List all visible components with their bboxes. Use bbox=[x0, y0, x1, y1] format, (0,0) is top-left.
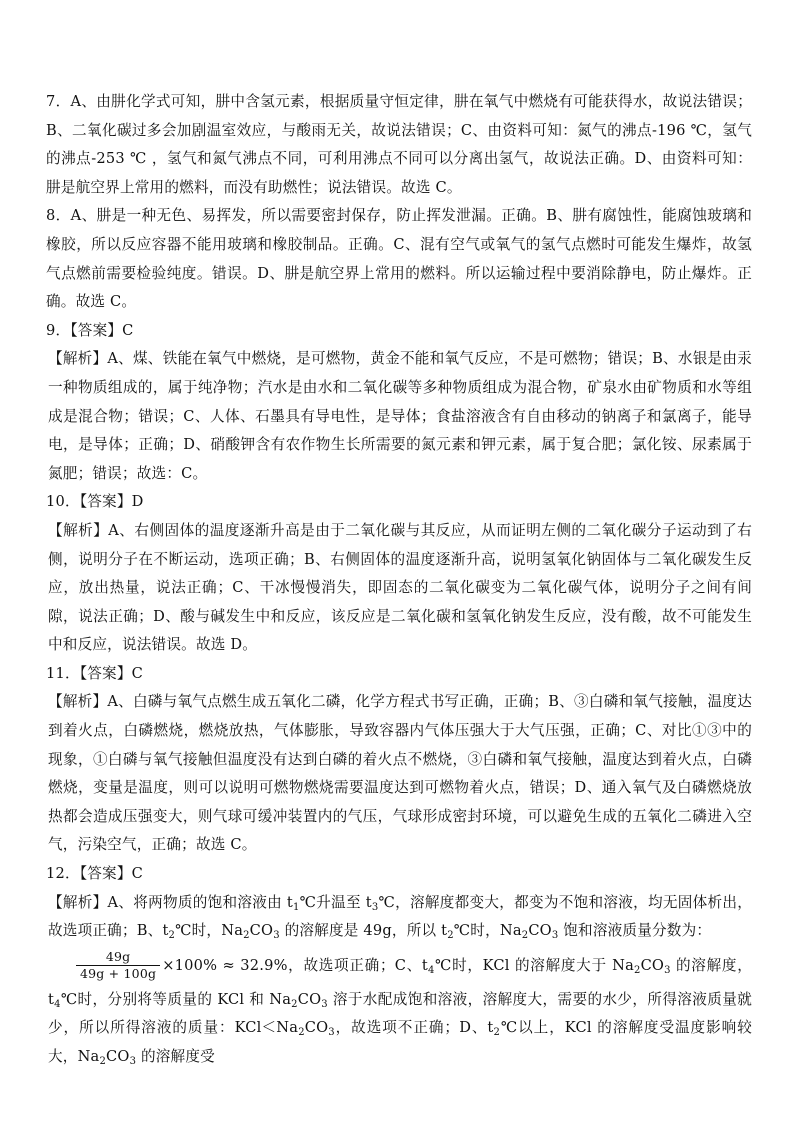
q9-answer: 9．【答案】C bbox=[46, 321, 134, 339]
mass-fraction-formula bbox=[76, 949, 160, 982]
q10-analysis: 【解析】A、右侧固体的温度逐渐升高是由于二氧化碳与其反应，从而证明左侧的二氧化碳分子运动到了右侧，说明分子在不断运动，选项正确；B、右侧固体的温度逐渐升高，说明氢氧化钠固体与二氧化碳发生反应，放出热量，说法正确；C、干冰慢慢消失，即固态的二氧化碳变为二氧化碳气体，说明分子之间有间隙，说法正确；D、酸与碱发生中和反应，该反应是二氧化碳和氢氧化钠发生反应，没有酸，故不可能发生中和反应，说法错误。故选 D。 bbox=[48, 521, 752, 654]
q7-explanation: 7．A、由肼化学式可知，肼中含氢元素，根据质量守恒定律，肼在氧气中燃烧有可能获得水，故说法错误；B、二氧化碳过多会加剧温室效应，与酸雨无关，故说法错误；C、由资料可知：氮气的沸点-196 ℃，氢气的沸点-253 ℃ ，氢气和氮气沸点不同，可利用沸点不同可以分离出氢气，故说法正确。D、由资料可知：肼是航空界上常用的燃料，而没有助燃性；说法错误。故选 C。 bbox=[46, 93, 752, 196]
q11-answer: 11．【答案】C bbox=[46, 664, 144, 682]
q9-analysis: 【解析】A、煤、铁能在氧气中燃烧，是可燃物，黄金不能和氧气反应，不是可燃物；错误；B、水银是由汞一种物质组成的，属于纯净物；汽水是由水和二氧化碳等多种物质组成为混合物，矿泉水由矿物质和水等组成是混合物；错误；C、人体、石墨具有导电性，是导体；食盐溶液含有自由移动的钠离子和氯离子，能导电，是导体；正确；D、硝酸钾含有农作物生长所需要的氮元素和钾元素，属于复合肥；氯化铵、尿素属于氮肥；错误；故选：C。 bbox=[48, 350, 752, 482]
q12-answer: 12．【答案】C bbox=[46, 865, 144, 883]
q12-analysis: 【解析】A、将两物质的饱和溶液由 $t_1℃$升温至 $t_3℃$，溶解度都变大，都变为不饱和溶液，均无固体析出，故选项正确；B、$t_2℃$时，$Na_2CO_3$ 的溶解度是 49g，所以 $t_2℃$时，$Na_2CO_3$ 饱和溶液质量分数为： $\frac{49g}{49g + 100g}$ ×100% ≈ 32.9%，故选项正确；C、$t_4℃$时，KCl 的溶解度大于 $Na_2CO_3$ 的溶解度，$t_4℃$时，分别将等质量的 KCl 和 $Na_2CO_3$ 溶于水配成饱和溶液，溶解度大，需要的水少，所得溶液质量就少，所以所得溶液的质量：$KCl<Na_2CO_3$，故选项不正确；D、$t_2℃$以上，KCl 的溶解度受温度影响较大，$Na_2CO_3$ 的溶解度受 bbox=[48, 893, 753, 1067]
q8-explanation: 8．A、肼是一种无色、易挥发，所以需要密封保存，防止挥发泄漏。正确。B、肼有腐蚀性，能腐蚀玻璃和橡胶，所以反应容器不能用玻璃和橡胶制品。正确。C、混有空气或氧气的氢气点燃时可能发生爆炸，故氢气点燃前需要检验纯度。错误。D、肼是航空界上常用的燃料。所以运输过程中要消除静电，防止爆炸。正确。故选 C。 bbox=[46, 207, 752, 311]
fraction-result: ×100% ≈ 32.9% bbox=[162, 956, 288, 974]
fraction-numerator: 49g bbox=[76, 949, 160, 966]
q10-answer: 10．【答案】D bbox=[46, 493, 144, 511]
fraction-denominator: 49g + 100g bbox=[80, 966, 157, 982]
q11-analysis: 【解析】A、白磷与氧气点燃生成五氧化二磷，化学方程式书写正确，正确；B、③白磷和氧气接触，温度达到着火点，白磷燃烧，燃烧放热，气体膨胀，导致容器内气体压强大于大气压强，正确；C、对比①③中的现象，①白磷与氧气接触但温度没有达到白磷的着火点不燃烧，③白磷和氧气接触，温度达到着火点，白磷燃烧，变量是温度，则可以说明可燃物燃烧需要温度达到可燃物着火点，错误；D、通入氧气及白磷燃烧放热都会造成压强变大，则气球可缓冲装置内的气压，气球形成密封环境，可以避免生成的五氧化二磷进入空气，污染空气，正确；故选 C。 bbox=[48, 693, 752, 854]
